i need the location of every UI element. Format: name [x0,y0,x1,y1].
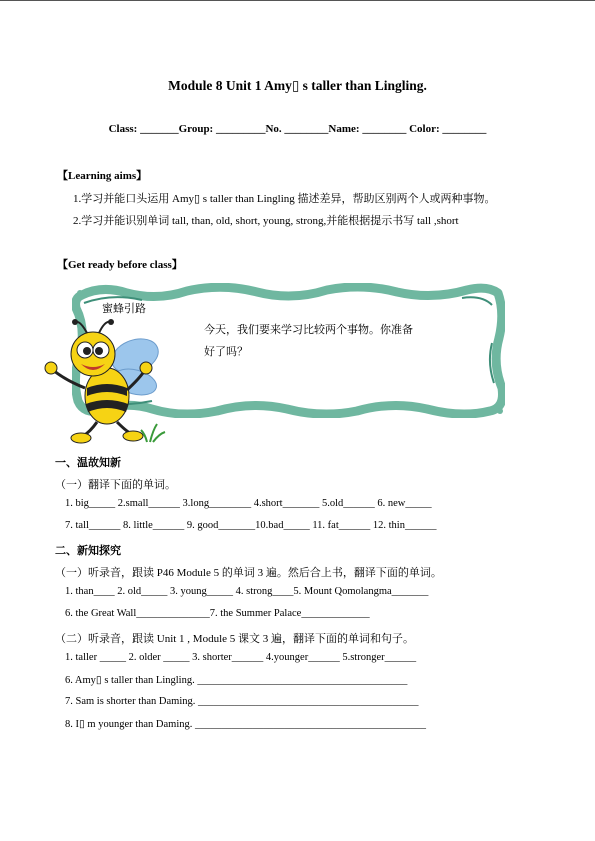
class-info-line: Class: _______Group: _________No. ________Name: ________ Color: ________ [108,123,487,135]
sentence-8: 8. I▯ m younger than Daming. ____________________________________________ [65,719,427,730]
sentence-7: 7. Sam is shorter than Daming. __________________________________________ [65,696,419,707]
box-label: 蜜蜂引路 [102,303,146,315]
part2-word-row-2: 6. the Great Wall______________7. the Summer Palace_____________ [65,608,370,619]
part1-subheading: （一）翻译下面的单词。 [55,479,176,491]
part2-subheading-2: （二）听录音，跟读 Unit 1 , Module 5 课文 3 遍，翻译下面的单词和句子。 [55,633,415,645]
get-ready-heading: 【Get ready before class】 [57,259,183,271]
page-title: Module 8 Unit 1 Amy▯ s taller than Lingling. [168,78,427,93]
part2-subheading-1: （一）听录音，跟读 P46 Module 5 的单词 3 遍。然后合上书，翻译下面的单词。 [55,567,442,579]
part2-word-row-3: 1. taller _____ 2. older _____ 3. shorter______ 4.younger______ 5.stronger______ [65,652,417,663]
bee-icon [35,318,170,446]
box-text-line-1: 今天，我们要来学习比较两个事物。你准备 [204,324,413,336]
box-text-line-2: 好了吗？ [204,346,248,358]
part1-heading: 一、温故知新 [55,457,121,469]
part1-word-row-2: 7. tall______ 8. little______ 9. good_______10.bad_____ 11. fat______ 12. thin______ [65,520,437,531]
learning-aim-1: 1.学习并能口头运用 Amy▯ s taller than Lingling 描述差异，帮助区别两个人或两种事物。 [73,193,496,205]
part2-heading: 二、新知探究 [55,545,121,557]
part1-word-row-1: 1. big_____ 2.small______ 3.long________ 4.short_______ 5.old______ 6. new_____ [65,498,432,509]
part2-word-row-1: 1. than____ 2. old_____ 3. young_____ 4. strong____5. Mount Qomolangma_______ [65,586,429,597]
learning-aim-2: 2.学习并能识别单词 tall, than, old, short, young, strong,并能根据提示书写 tall ,short [73,215,459,227]
sentence-6: 6. Amy▯ s taller than Lingling. ________________________________________ [65,675,408,686]
top-rule [0,0,595,1]
learning-aims-heading: 【Learning aims】 [57,170,148,182]
